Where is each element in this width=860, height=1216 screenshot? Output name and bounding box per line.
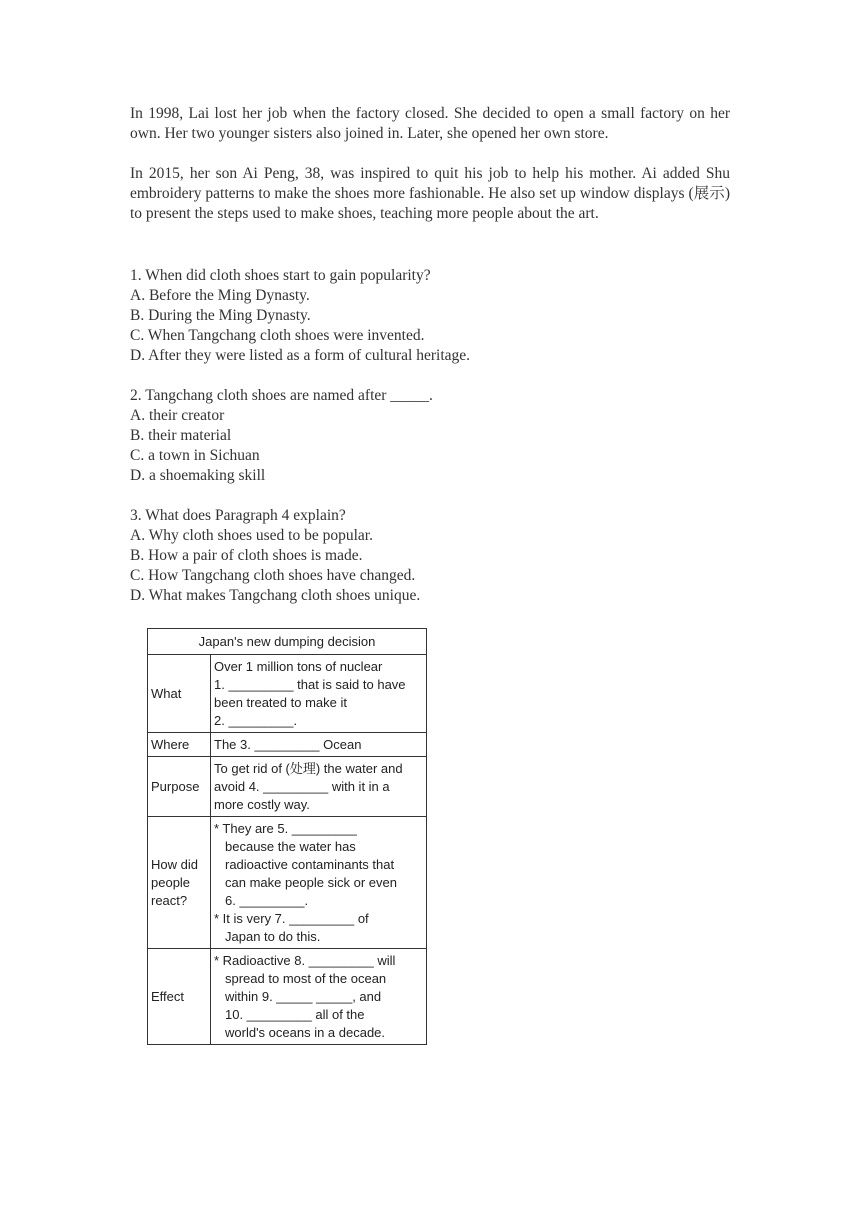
answer-option: B. During the Ming Dynasty. [130,307,311,324]
content-line: spread to most of the ocean [225,971,387,986]
row-content [211,949,427,1045]
content-line: world's oceans in a decade. [225,1025,386,1040]
content-line: 6. _________. [225,893,309,908]
table-title: Japan's new dumping decision [148,629,427,655]
question-stem: 2. Tangchang cloth shoes are named after _____. [130,387,433,404]
row-content [211,733,427,757]
row-label: Where [148,733,211,757]
table-header-row [148,629,427,655]
content-line: because the water has [225,839,356,854]
content-line: * It is very 7. _________ of [214,911,369,926]
row-content [211,655,427,733]
content-line: The 3. _________ Ocean [214,737,362,752]
worksheet-table [147,628,427,1045]
question-stem: 1. When did cloth shoes start to gain popularity? [130,267,431,284]
table-row [148,949,427,1045]
answer-option: A. Before the Ming Dynasty. [130,287,310,304]
content-line: been treated to make it [214,695,347,710]
table-row [148,757,427,817]
content-line: more costly way. [214,797,310,812]
content-line: radioactive contaminants that [225,857,395,872]
row-label: Effect [148,949,211,1045]
table-row [148,733,427,757]
content-line: To get rid of (处理) the water and [214,761,403,776]
table-row [148,817,427,949]
answer-option: C. a town in Sichuan [130,447,260,464]
answer-option: C. How Tangchang cloth shoes have changed. [130,567,416,584]
content-line: 2. _________. [214,713,298,728]
answer-option: C. When Tangchang cloth shoes were invented. [130,327,425,344]
row-label: How did people react? [148,817,211,949]
answer-option: A. their creator [130,407,225,424]
question-2 [130,386,730,486]
worksheet-table-container [147,628,427,1045]
content-line: 1. _________ that is said to have [214,677,406,692]
answer-option: B. their material [130,427,232,444]
content-line: * Radioactive 8. _________ will [214,953,396,968]
content-line: Over 1 million tons of nuclear [214,659,383,674]
content-line: * They are 5. _________ [214,821,357,836]
content-line: 10. _________ all of the [225,1007,365,1022]
answer-option: D. What makes Tangchang cloth shoes unique. [130,587,421,604]
answer-option: D. a shoemaking skill [130,467,266,484]
row-label: Purpose [148,757,211,817]
row-content [211,757,427,817]
answer-option: A. Why cloth shoes used to be popular. [130,527,373,544]
content-line: avoid 4. _________ with it in a [214,779,390,794]
content-line: within 9. _____ _____, and [225,989,382,1004]
passage-paragraph-2: In 2015, her son Ai Peng, 38, was inspired to quit his job to help his mother. Ai added Shu embroidery patterns to make the shoes more fashionable. He also set up window displays (展示) to present the steps used to make shoes, teaching more people about the art. [130,165,730,222]
answer-option: B. How a pair of cloth shoes is made. [130,547,363,564]
question-stem: 3. What does Paragraph 4 explain? [130,507,346,524]
content-line: can make people sick or even [225,875,397,890]
table-row [148,655,427,733]
question-3 [130,506,730,606]
row-content [211,817,427,949]
answer-option: D. After they were listed as a form of cultural heritage. [130,347,471,364]
content-line: Japan to do this. [225,929,321,944]
row-label: What [148,655,211,733]
passage-paragraph-1: In 1998, Lai lost her job when the factory closed. She decided to open a small factory on her own. Her two younger sisters also joined in. Later, she opened her own store. [130,105,730,142]
question-1 [130,266,730,366]
